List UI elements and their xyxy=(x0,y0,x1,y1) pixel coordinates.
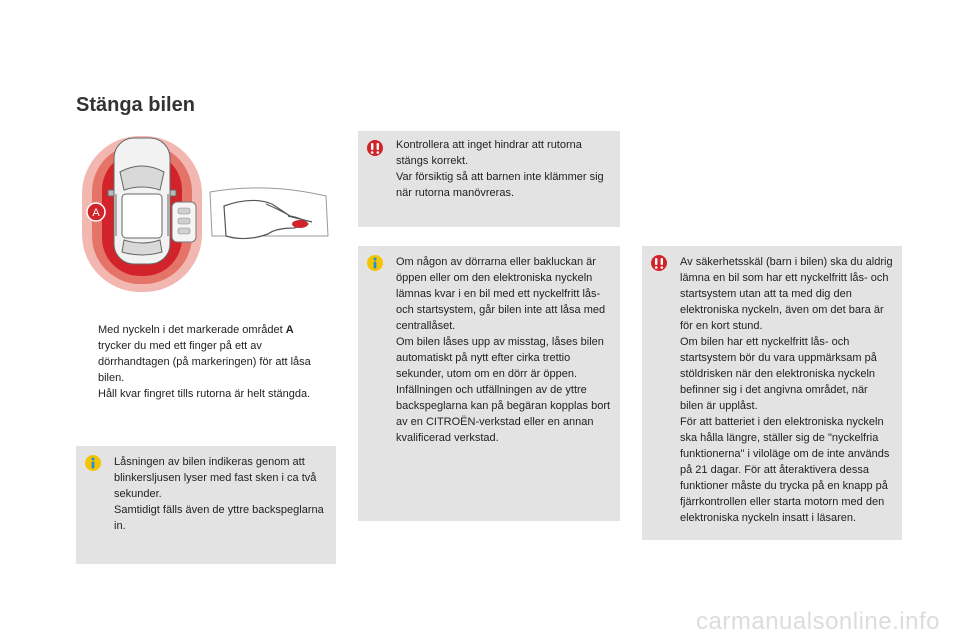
safety-warning-p2: Om bilen har ett nyckelfritt lås- och startsystem bör du vara uppmärksam på stöldrisken när den elektroniska nyckeln befinner sig i det angivna området, när bilen är upplåst. xyxy=(680,336,877,412)
step-text-end: trycker du med ett finger på ett av dörrhandtagen (på markeringen) för att låsa bilen. xyxy=(98,340,311,384)
lock-info-p1: Låsningen av bilen indikeras genom att blinkersljusen lyser med fast sken i ca två sekunder. xyxy=(114,456,317,500)
step-text-start: Med nyckeln i det markerade området xyxy=(98,324,286,336)
zone-a-label: A xyxy=(92,207,100,219)
warning-icon xyxy=(366,139,384,157)
safety-warning-box xyxy=(642,246,902,540)
step-zone-ref: A xyxy=(285,324,294,336)
check-warning-p2: Var försiktig så att barnen inte klämmer sig när rutorna manövreras. xyxy=(396,171,604,199)
car-top-view xyxy=(108,138,176,264)
lock-info-box xyxy=(76,446,336,564)
keyless-info-box xyxy=(358,246,620,521)
info-icon xyxy=(366,254,384,272)
hand-on-door-handle xyxy=(210,188,328,239)
lock-info-p2: Samtidigt fälls även de yttre backspeglarna in. xyxy=(114,504,324,532)
key-fob xyxy=(172,202,196,242)
touch-marker xyxy=(292,220,308,228)
watermark: carmanualsonline.info xyxy=(696,608,940,635)
keyless-info-p3: Infällningen och utfällningen av de yttre backspeglarna kan på begäran kopplas bort av en CITROËN-verkstad eller en annan kvalificerad verkstad. xyxy=(396,384,611,444)
warning-icon xyxy=(650,254,668,272)
instruction-step xyxy=(76,322,326,402)
step-text xyxy=(98,322,326,402)
zone-a-marker xyxy=(87,203,105,221)
safety-warning-p3: För att batteriet i den elektroniska nyckeln ska hålla längre, ställer sig de "nyckelfria funktionerna" i viloläge om de inte används på 21 dagar. För att återaktivera dessa funktioner måste du trycka på en knapp på fjärrkontrollen eller starta motorn med den elektroniska nyckeln insatt i läsaren. xyxy=(680,416,890,524)
safety-warning-p1: Av säkerhetsskäl (barn i bilen) ska du aldrig lämna en bil som har ett nyckelfritt lås- och startsystem utan att ta med dig den elektroniska nyckeln, även om det bara är för en kort stund. xyxy=(680,256,893,332)
keyless-info-p1: Om någon av dörrarna eller bakluckan är öppen eller om den elektroniska nyckeln lämnas kvar i en bil med ett nyckelfritt lås- och startsystem, går bilen inte att låsa med centrallåset. xyxy=(396,256,606,332)
keyless-info-p2: Om bilen låses upp av misstag, låses bilen automatiskt på nytt efter cirka trettio sekunder, utom om en dörr är öppen. xyxy=(396,336,604,380)
keyless-zone-illustration xyxy=(76,132,338,292)
check-warning-box xyxy=(358,131,620,227)
step-text-line2: Håll kvar fingret tills rutorna är helt stängda. xyxy=(98,388,311,400)
info-icon xyxy=(84,454,102,472)
page-title: Stänga bilen xyxy=(76,94,195,116)
check-warning-p1: Kontrollera att inget hindrar att rutorna stängs korrekt. xyxy=(396,139,582,167)
